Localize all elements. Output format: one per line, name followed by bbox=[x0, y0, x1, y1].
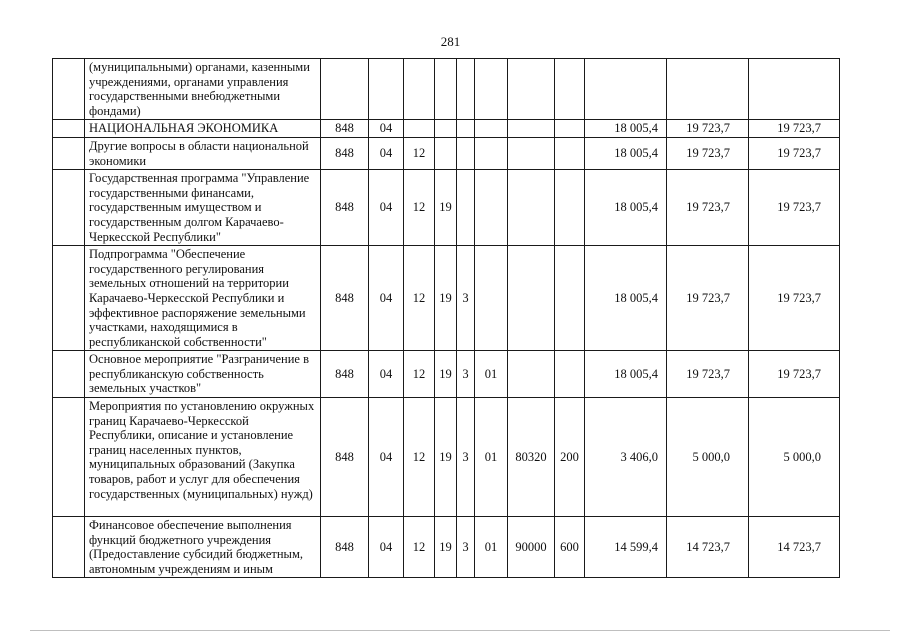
description-cell: (муниципальными) органами, казенными учреждениями, органами управления государственными внебюджетными фондами) bbox=[85, 59, 321, 120]
description-cell: Государственная программа "Управление государственными финансами, государственным имуществом и государственным долгом Карачаево-Черкесской Республики" bbox=[85, 170, 321, 246]
amount-year1-cell: 3 406,0 bbox=[585, 398, 667, 517]
subprogram-code-cell bbox=[457, 137, 475, 169]
table-row bbox=[53, 170, 840, 246]
amount-year2-cell: 14 723,7 bbox=[667, 517, 749, 578]
table-row bbox=[53, 120, 840, 138]
row-number-cell bbox=[53, 351, 85, 398]
subsection-code-cell: 12 bbox=[404, 137, 435, 169]
direction-code-cell bbox=[508, 170, 555, 246]
description-cell: НАЦИОНАЛЬНАЯ ЭКОНОМИКА bbox=[85, 120, 321, 138]
subprogram-code-cell bbox=[457, 120, 475, 138]
amount-year1-cell: 18 005,4 bbox=[585, 170, 667, 246]
subsection-code-cell bbox=[404, 120, 435, 138]
activity-code-cell: 01 bbox=[475, 398, 508, 517]
amount-year2-cell bbox=[667, 59, 749, 120]
description-cell: Мероприятия по установлению окружных границ Карачаево-Черкесской Республики, описание и установление границ населенных пунктов, муниципальных образований (Закупка товаров, работ и услуг для обеспечения государственных (муниципальных) нужд) bbox=[85, 398, 321, 517]
subsection-code-cell: 12 bbox=[404, 517, 435, 578]
amount-year3-cell: 19 723,7 bbox=[749, 137, 840, 169]
admin-code-cell: 848 bbox=[321, 398, 369, 517]
section-code-cell: 04 bbox=[369, 137, 404, 169]
subprogram-code-cell: 3 bbox=[457, 351, 475, 398]
table-row bbox=[53, 137, 840, 169]
amount-year2-cell: 19 723,7 bbox=[667, 246, 749, 351]
table-row bbox=[53, 246, 840, 351]
amount-year1-cell: 18 005,4 bbox=[585, 137, 667, 169]
section-code-cell: 04 bbox=[369, 246, 404, 351]
row-number-cell bbox=[53, 137, 85, 169]
activity-code-cell bbox=[475, 137, 508, 169]
direction-code-cell bbox=[508, 120, 555, 138]
admin-code-cell: 848 bbox=[321, 351, 369, 398]
program-code-cell: 19 bbox=[435, 246, 457, 351]
admin-code-cell: 848 bbox=[321, 517, 369, 578]
program-code-cell: 19 bbox=[435, 398, 457, 517]
direction-code-cell: 90000 bbox=[508, 517, 555, 578]
section-code-cell bbox=[369, 59, 404, 120]
section-code-cell: 04 bbox=[369, 120, 404, 138]
amount-year2-cell: 19 723,7 bbox=[667, 137, 749, 169]
amount-year3-cell bbox=[749, 59, 840, 120]
row-number-cell bbox=[53, 170, 85, 246]
amount-year3-cell: 19 723,7 bbox=[749, 170, 840, 246]
program-code-cell bbox=[435, 120, 457, 138]
admin-code-cell: 848 bbox=[321, 246, 369, 351]
subprogram-code-cell: 3 bbox=[457, 398, 475, 517]
table-row bbox=[53, 351, 840, 398]
page-number: 281 bbox=[440, 34, 461, 49]
amount-year1-cell bbox=[585, 59, 667, 120]
budget-table bbox=[52, 58, 840, 578]
direction-code-cell bbox=[508, 137, 555, 169]
amount-year1-cell: 18 005,4 bbox=[585, 120, 667, 138]
program-code-cell bbox=[435, 59, 457, 120]
activity-code-cell bbox=[475, 170, 508, 246]
subsection-code-cell: 12 bbox=[404, 170, 435, 246]
section-code-cell: 04 bbox=[369, 170, 404, 246]
activity-code-cell bbox=[475, 59, 508, 120]
direction-code-cell: 80320 bbox=[508, 398, 555, 517]
program-code-cell: 19 bbox=[435, 517, 457, 578]
expense-type-cell: 200 bbox=[555, 398, 585, 517]
amount-year2-cell: 19 723,7 bbox=[667, 351, 749, 398]
subsection-code-cell: 12 bbox=[404, 351, 435, 398]
expense-type-cell bbox=[555, 351, 585, 398]
section-code-cell: 04 bbox=[369, 517, 404, 578]
program-code-cell: 19 bbox=[435, 170, 457, 246]
row-number-cell bbox=[53, 246, 85, 351]
table-row bbox=[53, 517, 840, 578]
section-code-cell: 04 bbox=[369, 351, 404, 398]
admin-code-cell: 848 bbox=[321, 170, 369, 246]
row-number-cell bbox=[53, 59, 85, 120]
subprogram-code-cell bbox=[457, 59, 475, 120]
amount-year3-cell: 19 723,7 bbox=[749, 120, 840, 138]
expense-type-cell bbox=[555, 137, 585, 169]
program-code-cell bbox=[435, 137, 457, 169]
expense-type-cell bbox=[555, 246, 585, 351]
activity-code-cell bbox=[475, 246, 508, 351]
subsection-code-cell: 12 bbox=[404, 398, 435, 517]
subprogram-code-cell: 3 bbox=[457, 517, 475, 578]
admin-code-cell: 848 bbox=[321, 137, 369, 169]
amount-year2-cell: 19 723,7 bbox=[667, 120, 749, 138]
amount-year1-cell: 14 599,4 bbox=[585, 517, 667, 578]
amount-year1-cell: 18 005,4 bbox=[585, 351, 667, 398]
admin-code-cell: 848 bbox=[321, 120, 369, 138]
amount-year3-cell: 19 723,7 bbox=[749, 351, 840, 398]
description-cell: Другие вопросы в области национальной экономики bbox=[85, 137, 321, 169]
description-cell: Финансовое обеспечение выполнения функций бюджетного учреждения (Предоставление субсидий бюджетным, автономным учреждениям и иным bbox=[85, 517, 321, 578]
row-number-cell bbox=[53, 398, 85, 517]
amount-year1-cell: 18 005,4 bbox=[585, 246, 667, 351]
row-number-cell bbox=[53, 517, 85, 578]
amount-year2-cell: 5 000,0 bbox=[667, 398, 749, 517]
activity-code-cell bbox=[475, 120, 508, 138]
expense-type-cell bbox=[555, 170, 585, 246]
amount-year3-cell: 5 000,0 bbox=[749, 398, 840, 517]
subprogram-code-cell: 3 bbox=[457, 246, 475, 351]
expense-type-cell bbox=[555, 120, 585, 138]
direction-code-cell bbox=[508, 246, 555, 351]
table-row bbox=[53, 59, 840, 120]
row-number-cell bbox=[53, 120, 85, 138]
activity-code-cell: 01 bbox=[475, 517, 508, 578]
program-code-cell: 19 bbox=[435, 351, 457, 398]
expense-type-cell: 600 bbox=[555, 517, 585, 578]
section-code-cell: 04 bbox=[369, 398, 404, 517]
amount-year3-cell: 14 723,7 bbox=[749, 517, 840, 578]
admin-code-cell bbox=[321, 59, 369, 120]
description-cell: Основное мероприятие "Разграничение в республиканскую собственность земельных участков" bbox=[85, 351, 321, 398]
subsection-code-cell bbox=[404, 59, 435, 120]
activity-code-cell: 01 bbox=[475, 351, 508, 398]
amount-year3-cell: 19 723,7 bbox=[749, 246, 840, 351]
subprogram-code-cell bbox=[457, 170, 475, 246]
direction-code-cell bbox=[508, 59, 555, 120]
table-row bbox=[53, 398, 840, 517]
expense-type-cell bbox=[555, 59, 585, 120]
amount-year2-cell: 19 723,7 bbox=[667, 170, 749, 246]
page-bottom-rule bbox=[30, 630, 890, 631]
description-cell: Подпрограмма "Обеспечение государственного регулирования земельных отношений на территории Карачаево-Черкесской Республики и эффективное распоряжение земельными участками, находящимися в республиканской собственности" bbox=[85, 246, 321, 351]
subsection-code-cell: 12 bbox=[404, 246, 435, 351]
direction-code-cell bbox=[508, 351, 555, 398]
